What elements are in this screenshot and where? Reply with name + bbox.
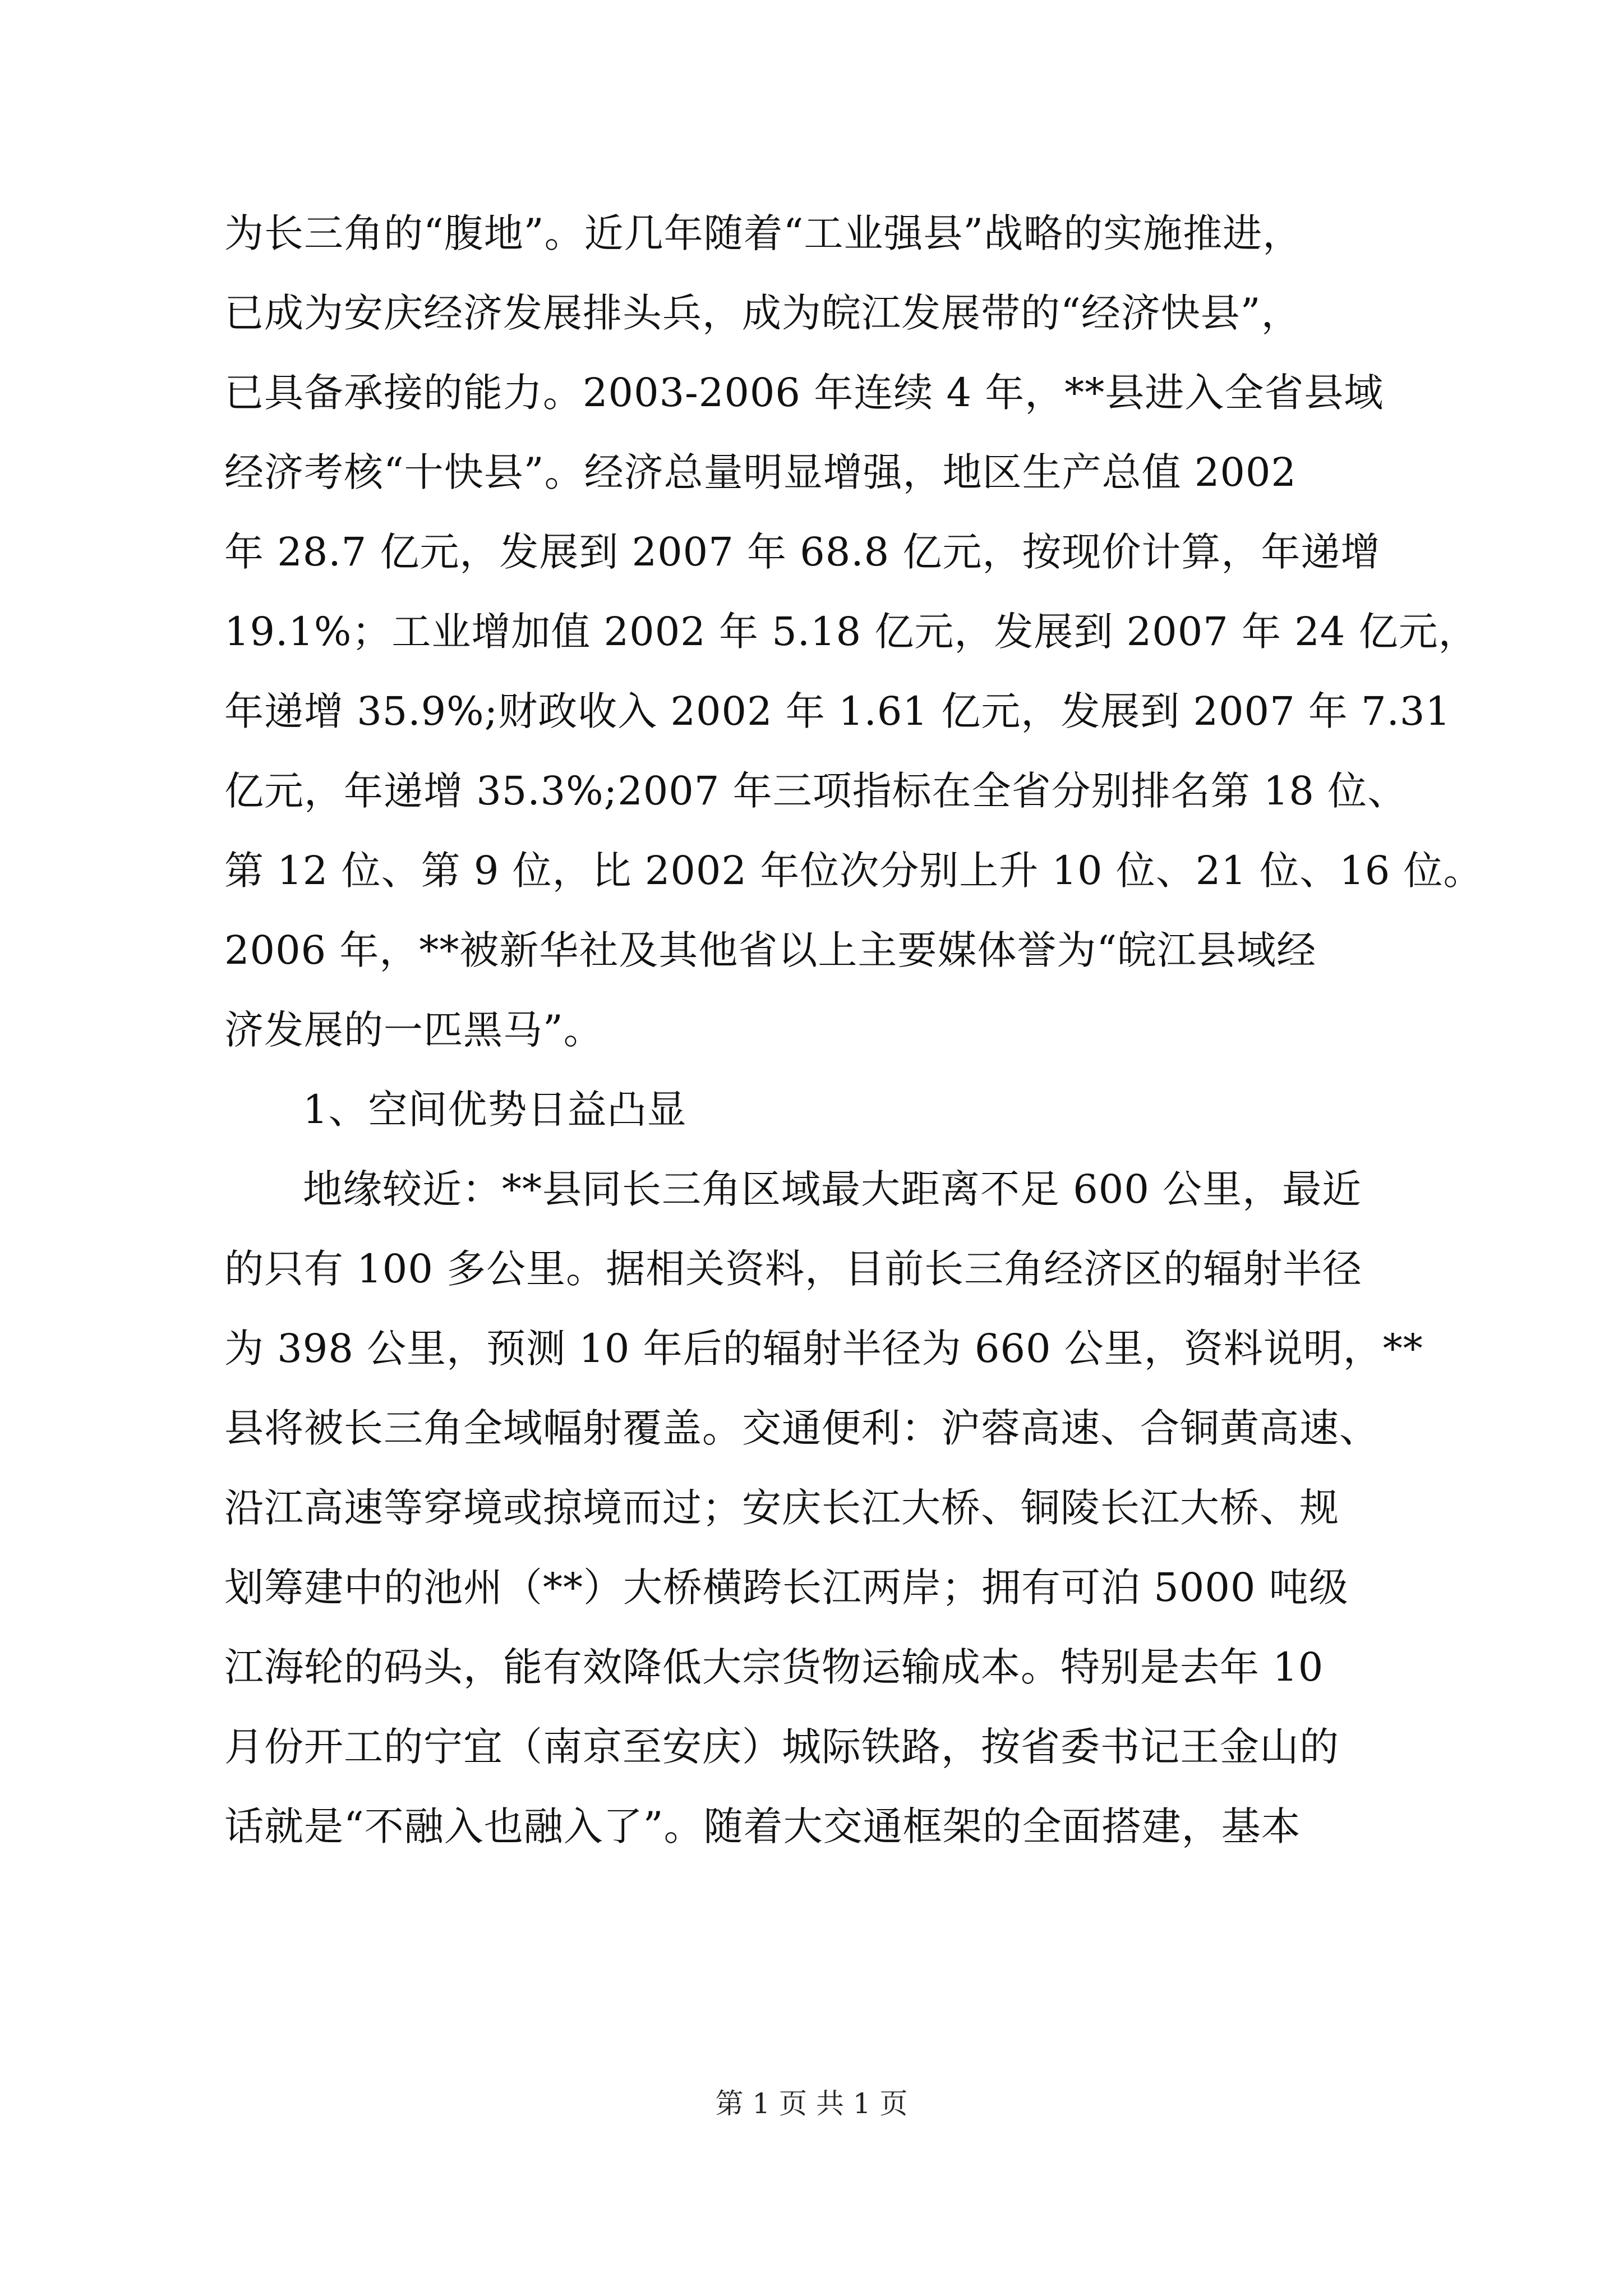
paragraph-line: 2006 年，**被新华社及其他省以上主要媒体誉为“皖江县域经 [224, 927, 1317, 973]
paragraph-line: 年 28.7 亿元，发展到 2007 年 68.8 亿元，按现价计算，年递增 [224, 529, 1381, 575]
page-number: 第 1 页 共 1 页 [715, 2087, 908, 2120]
paragraph-line: 月份开工的宁宜（南京至安庆）城际铁路，按省委书记王金山的 [224, 1724, 1339, 1770]
paragraph-line: 为长三角的“腹地”。近几年随着“工业强县”战略的实施推进， [224, 210, 1303, 256]
paragraph-line: 江海轮的码头，能有效降低大宗货物运输成本。特别是去年 10 [224, 1644, 1324, 1690]
paragraph-line: 亿元，年递增 35.3%;2007 年三项指标在全省分别排名第 18 位、 [224, 768, 1408, 814]
document-body [224, 194, 1483, 1866]
paragraph-line: 济发展的一匹黑马”。 [224, 1007, 603, 1053]
paragraph-line: 地缘较近：**县同长三角区域最大距离不足 600 公里，最近 [303, 1166, 1362, 1212]
paragraph-line: 年递增 35.9%;财政收入 2002 年 1.61 亿元，发展到 2007 年 7.31 [224, 688, 1451, 734]
paragraph-line: 话就是“不融入也融入了”。随着大交通框架的全面搭建，基本 [224, 1803, 1301, 1849]
page-footer [0, 2084, 1623, 2123]
paragraph-line: 19.1%；工业增加值 2002 年 5.18 亿元，发展到 2007 年 24 亿元， [224, 609, 1478, 655]
paragraph-line: 县将被长三角全域幅射覆盖。交通便利：沪蓉高速、合铜黄高速、 [224, 1405, 1379, 1451]
paragraph-line: 第 12 位、第 9 位，比 2002 年位次分别上升 10 位、21 位、16 位。 [224, 848, 1483, 894]
paragraph-line: 沿江高速等穿境或掠境而过；安庆长江大桥、铜陵长江大桥、规 [224, 1485, 1339, 1531]
paragraph-line: 已具备承接的能力。2003-2006 年连续 4 年，**县进入全省县域 [224, 370, 1384, 416]
section-heading: 1、空间优势日益凸显 [303, 1087, 687, 1133]
paragraph-line: 的只有 100 多公里。据相关资料，目前长三角经济区的辐射半径 [224, 1246, 1363, 1292]
paragraph-line: 经济考核“十快县”。经济总量明显增强，地区生产总值 2002 [224, 449, 1297, 495]
paragraph-line: 已成为安庆经济发展排头兵，成为皖江发展带的“经济快县”， [224, 290, 1301, 336]
paragraph-line: 为 398 公里，预测 10 年后的辐射半径为 660 公里，资料说明，** [224, 1326, 1423, 1372]
paragraph-line: 划筹建中的池州（**）大桥横跨长江两岸；拥有可泊 5000 吨级 [224, 1565, 1349, 1611]
